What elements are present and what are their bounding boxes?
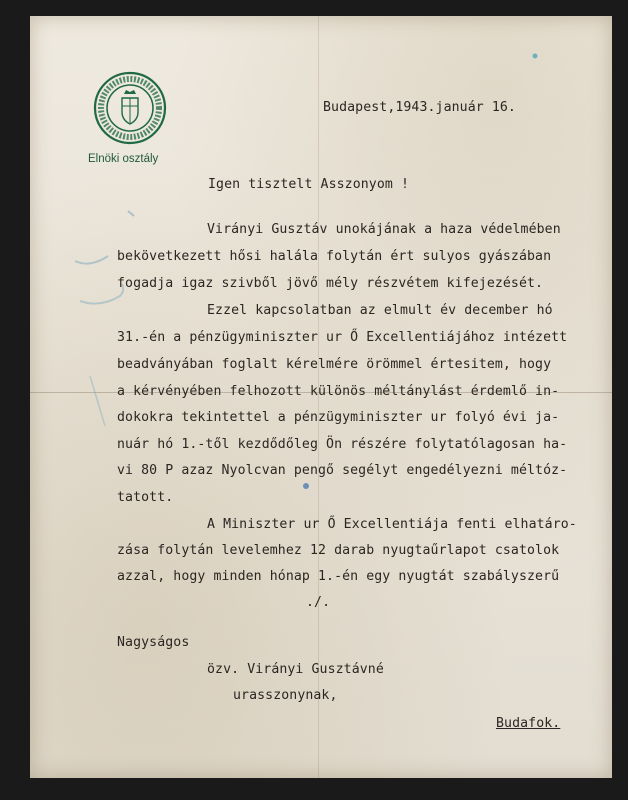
body-line: A Miniszter ur Ő Excellentiája fenti elhatáro- — [207, 517, 577, 532]
salutation: Igen tisztelt Asszonyom ! — [208, 177, 409, 192]
body-line: Ezzel kapcsolatban az elmult év december hó — [207, 303, 553, 318]
department-caption: Elnöki osztály — [88, 153, 159, 165]
address-title: urasszonynak, — [233, 688, 338, 703]
body-line: vi 80 P azaz Nyolcvan pengő segélyt engedélyezni méltóz- — [117, 463, 568, 478]
body-line: azzal, hogy minden hónap 1.-én egy nyugtát szabályszerű — [117, 569, 560, 584]
body-line: 31.-én a pénzügyminiszter ur Ő Excellentiájához intézett — [117, 330, 568, 345]
continuation-mark: ./. — [306, 595, 331, 610]
place-date: Budapest,1943.január 16. — [323, 100, 516, 115]
address-city: Budafok. — [496, 716, 561, 731]
body-line: Virányi Gusztáv unokájának a haza védelmében — [207, 222, 561, 237]
body-line: nuár hó 1.-től kezdődőleg Ön részére folytatólagosan ha- — [117, 437, 568, 452]
address-honorific: Nagyságos — [117, 635, 190, 650]
body-line: fogadja igaz szivből jövő mély részvétem kifejezését. — [117, 276, 544, 291]
body-line: tatott. — [117, 490, 174, 505]
body-line: bekövetkezett hősi halála folytán ért sulyos gyászában — [117, 249, 552, 264]
body-line: dokokra tekintettel a pénzügyminiszter ur folyó évi ja- — [117, 410, 560, 425]
body-line: a kérvényében felhozott különös méltánylást érdemlő in- — [117, 384, 560, 399]
address-recipient: özv. Virányi Gusztávné — [207, 662, 384, 677]
body-line: beadványában foglalt kérelmére örömmel értesitem, hogy — [117, 357, 552, 372]
body-line: zása folytán levelemhez 12 darab nyugtaűrlapot csatolok — [117, 543, 560, 558]
ministry-seal-emblem — [92, 70, 168, 146]
